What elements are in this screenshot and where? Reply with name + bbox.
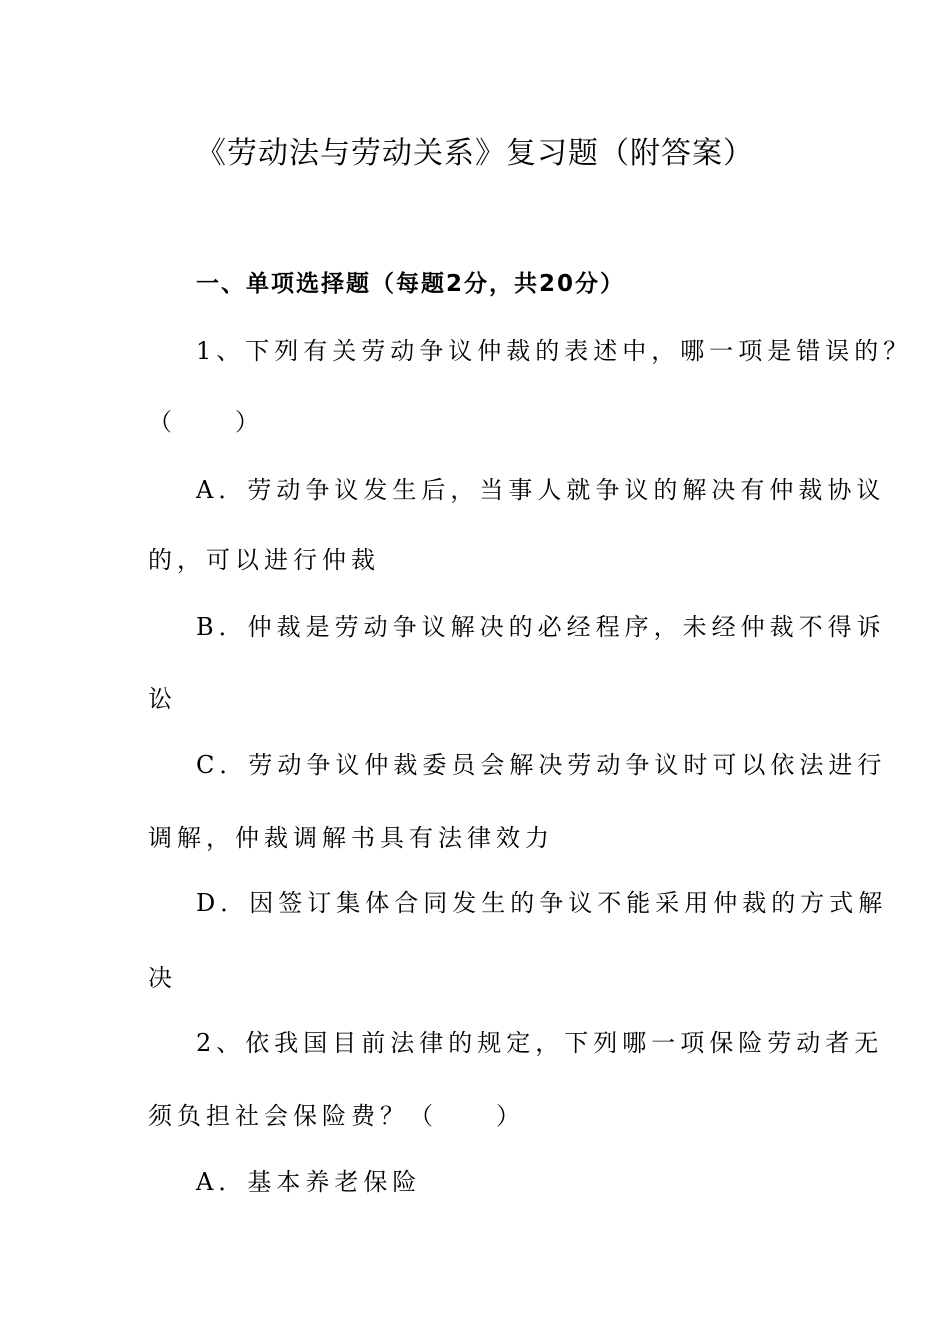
option-a-line1: A．劳动争议发生后，当事人就争议的解决有仲裁协议: [196, 476, 886, 504]
question-2-stem-line2: 须负担社会保险费？（ ）: [148, 1102, 525, 1130]
option-b-line2: 讼: [148, 685, 177, 713]
section-heading: 一、单项选择题（每题2分，共20分）: [196, 271, 626, 297]
question-1-stem-line1: 1、下列有关劳动争议仲裁的表述中，哪一项是错误的？: [196, 337, 913, 365]
question-1-stem-line2: （ ）: [148, 408, 264, 436]
option-d-line2: 决: [148, 964, 177, 992]
option-d-line1: D．因签订集体合同发生的争议不能采用仲裁的方式解: [196, 889, 888, 917]
option-a-line1: A．基本养老保险: [196, 1168, 422, 1196]
option-b-line1: B．仲裁是劳动争议解决的必经程序，未经仲裁不得诉: [196, 613, 886, 641]
option-c-line1: C．劳动争议仲裁委员会解决劳动争议时可以依法进行: [196, 751, 887, 779]
option-a-line2: 的，可以进行仲裁: [148, 546, 380, 574]
option-c-line2: 调解，仲裁调解书具有法律效力: [148, 824, 554, 852]
question-2-stem-line1: 2、依我国目前法律的规定，下列哪一项保险劳动者无: [196, 1029, 884, 1057]
document-title: 《劳动法与劳动关系》复习题（附答案）: [196, 136, 754, 171]
